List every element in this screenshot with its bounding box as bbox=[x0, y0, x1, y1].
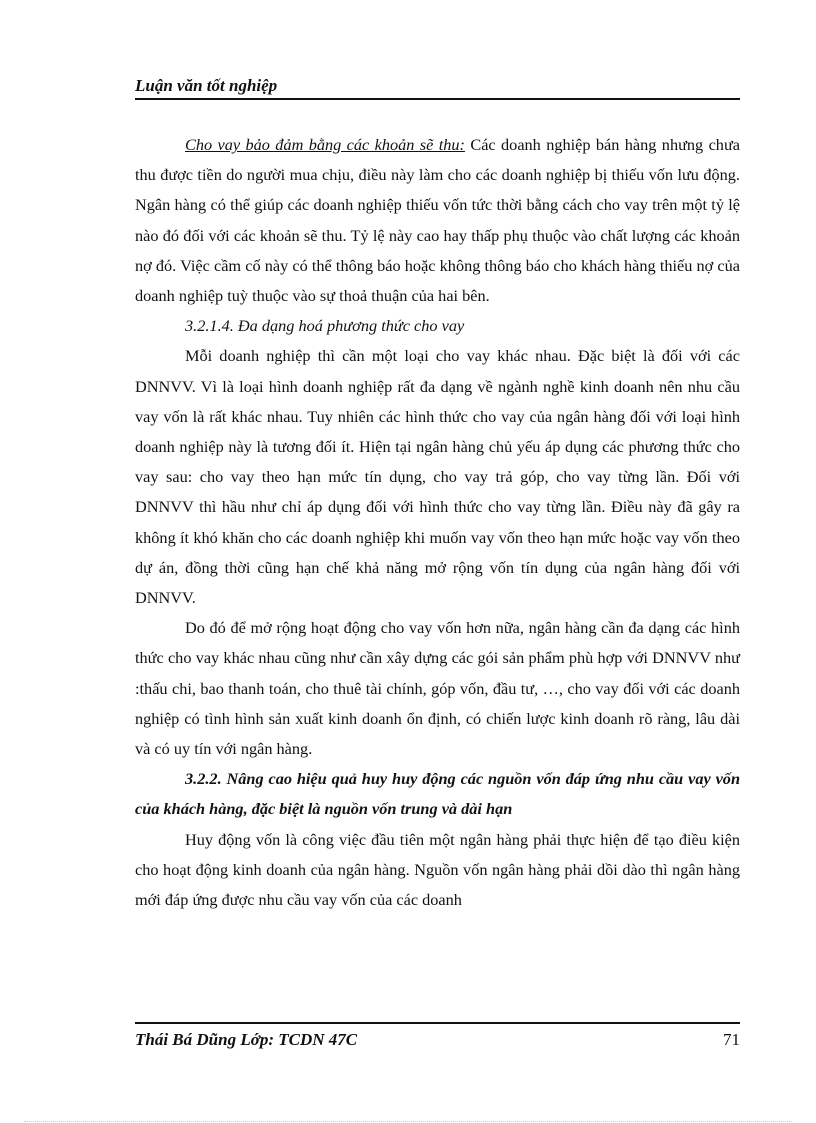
section-heading: 3.2.2. Nâng cao hiệu quả huy huy động các nguồn vốn đáp ứng nhu cầu vay vốn của khách hàng, đặc biệt là nguồn vốn trung và dài hạn bbox=[135, 769, 740, 819]
header-title: Luận văn tốt nghiệp bbox=[135, 76, 278, 95]
page-header bbox=[135, 76, 740, 100]
page-number: 71 bbox=[723, 1030, 740, 1049]
page-footer bbox=[135, 1022, 740, 1050]
footer-author: Thái Bá Dũng Lớp: TCDN 47C bbox=[135, 1030, 358, 1049]
paragraph-lead-title: Cho vay bảo đảm bằng các khoản sẽ thu: bbox=[185, 135, 465, 154]
page-edge-divider bbox=[24, 1121, 792, 1122]
paragraph-secured-loans bbox=[135, 130, 740, 311]
paragraph-mobilization: Huy động vốn là công việc đầu tiên một ngân hàng phải thực hiện để tạo điều kiện cho hoạt động kinh doanh của ngân hàng. Nguồn vốn ngân hàng phải dồi dào thì ngân hàng mới đáp ứng được nhu cầu vay vốn của các doanh bbox=[135, 829, 740, 910]
document-body bbox=[135, 130, 740, 915]
paragraph-diversify: Mỗi doanh nghiệp thì cần một loại cho vay khác nhau. Đặc biệt là đối với các DNNVV. Vì là loại hình doanh nghiệp rất đa dạng về ngành nghề kinh doanh nên nhu cầu vay vốn là rất khác nhau. Tuy nhiên các hình thức cho vay của ngân hàng đối với loại hình doanh nghiệp này là tương đối ít. Hiện tại ngân hàng chủ yếu áp dụng các phương thức cho vay sau: cho vay theo hạn mức tín dụng, cho vay trả góp, cho vay từng lần. Đối với DNNVV thì hầu như chỉ áp dụng đối với hình thức cho vay từng lần. Điều này đã gây ra không ít khó khăn cho các doanh nghiệp khi muốn vay vốn theo hạn mức hoặc vay vốn theo dự án, đồng thời cũng hạn chế khả năng mở rộng vốn tín dụng của ngân hàng đối với DNNVV. bbox=[135, 346, 740, 608]
paragraph-text: Các doanh nghiệp bán hàng nhưng chưa thu được tiền do người mua chịu, điều này làm cho các doanh nghiệp bị thiếu vốn lưu động. Ngân hàng có thể giúp các doanh nghiệp thiếu vốn tức thời bằng cách cho vay trên một tỷ lệ nào đó đối với các khoản sẽ thu. Tỷ lệ này cao hay thấp phụ thuộc vào chất lượng các khoản nợ đó. Việc cầm cố này có thể thông báo hoặc không thông báo cho khách hàng thiếu nợ của doanh nghiệp tuỳ thuộc vào sự thoả thuận của hai bên. bbox=[135, 135, 740, 306]
subsection-heading: 3.2.1.4. Đa dạng hoá phương thức cho vay bbox=[185, 316, 465, 336]
paragraph-expand: Do đó để mở rộng hoạt động cho vay vốn hơn nữa, ngân hàng cần đa dạng các hình thức cho vay khác nhau cũng như cần xây dựng các gói sản phẩm phù hợp với DNNVV như :thấu chi, bao thanh toán, cho thuê tài chính, góp vốn, đầu tư, …, cho vay đối với các doanh nghiệp có tình hình sản xuất kinh doanh ổn định, có chiến lược kinh doanh rõ ràng, lâu dài và có uy tín với ngân hàng. bbox=[135, 618, 740, 759]
